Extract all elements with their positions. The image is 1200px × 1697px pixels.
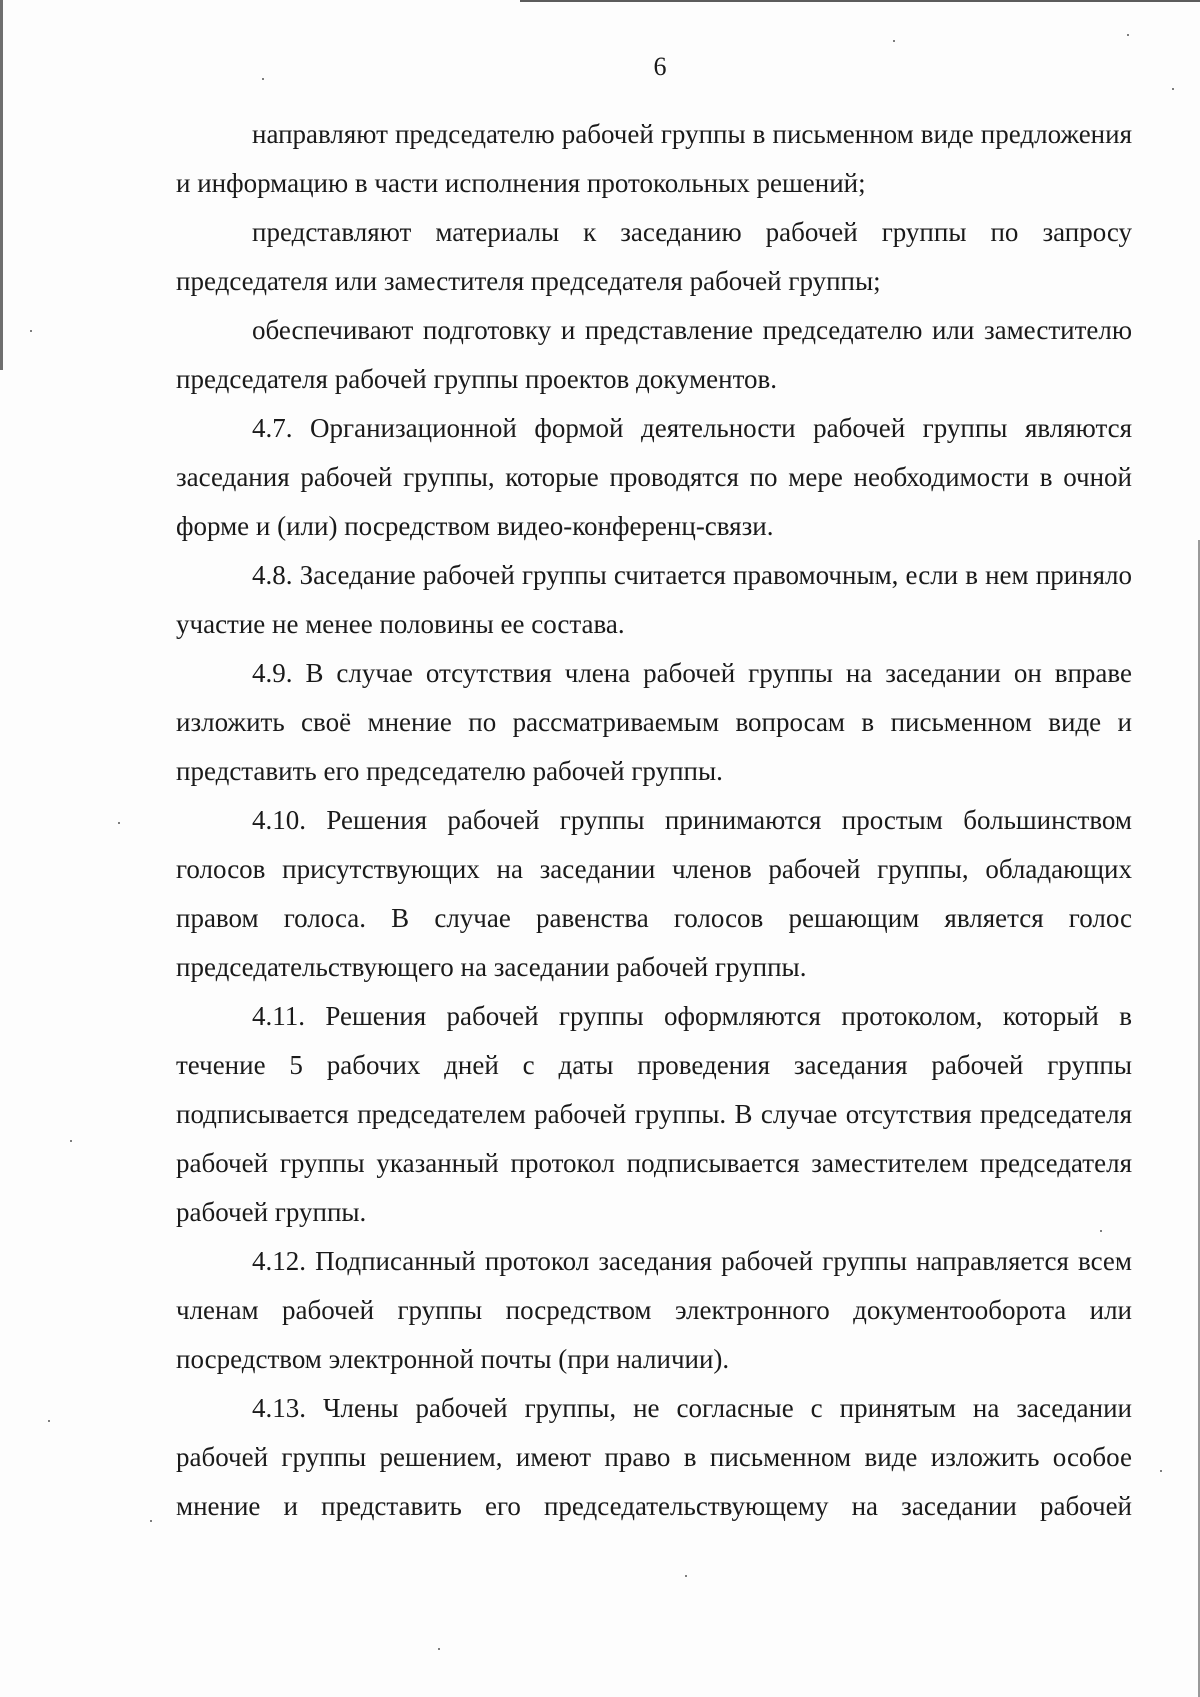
paragraph: обеспечивают подготовку и представление председателю или заместителю председателя рабочей группы проектов документов. bbox=[176, 315, 1132, 394]
scan-speck bbox=[70, 1140, 72, 1142]
paragraph: 4.7. Организационной формой деятельности рабочей группы являются заседания рабочей группы, которые проводятся по мере необходимости в очной форме и (или) посредством видео-конференц-связи. bbox=[176, 413, 1132, 541]
scan-speck bbox=[1127, 34, 1129, 36]
scan-speck bbox=[150, 1520, 152, 1522]
scan-speck bbox=[262, 78, 264, 80]
scan-speck bbox=[1100, 1230, 1102, 1232]
scan-speck bbox=[118, 822, 120, 824]
scan-speck bbox=[30, 330, 32, 332]
page-number: 6 bbox=[653, 52, 667, 81]
scan-speck bbox=[48, 1420, 50, 1422]
paragraph: 4.8. Заседание рабочей группы считается правомочным, если в нем приняло участие не менее половины ее состава. bbox=[176, 560, 1132, 639]
scan-speck bbox=[893, 40, 895, 42]
scan-speck bbox=[438, 1648, 440, 1650]
paragraph: 4.12. Подписанный протокол заседания рабочей группы направляется всем членам рабочей группы посредством электронного документооборота или посредством электронной почты (при наличии). bbox=[176, 1246, 1132, 1374]
paragraph: представляют материалы к заседанию рабочей группы по запросу председателя или заместителя председателя рабочей группы; bbox=[176, 217, 1132, 296]
paragraph: 4.13. Члены рабочей группы, не согласные с принятым на заседании рабочей группы решением, имеют право в письменном виде изложить особое мнение и представить его председательствующему на заседании рабочей bbox=[176, 1393, 1132, 1521]
paragraph: 4.10. Решения рабочей группы принимаются простым большинством голосов присутствующих на заседании членов рабочей группы, обладающих правом голоса. В случае равенства голосов решающим является голос председательствующего на заседании рабочей группы. bbox=[176, 805, 1132, 982]
paragraph: 4.11. Решения рабочей группы оформляются протоколом, который в течение 5 рабочих дней с даты проведения заседания рабочей группы подписывается председателем рабочей группы. В случае отсутствия председателя рабочей группы указанный протокол подписывается заместителем председателя рабочей группы. bbox=[176, 1001, 1132, 1227]
paragraph: направляют председателю рабочей группы в письменном виде предложения и информацию в части исполнения протокольных решений; bbox=[176, 119, 1132, 198]
scan-edge-top bbox=[520, 0, 1200, 2]
scan-speck bbox=[1160, 1470, 1162, 1472]
scan-speck bbox=[685, 1575, 687, 1577]
scan-speck bbox=[1172, 88, 1174, 90]
paragraph: 4.9. В случае отсутствия члена рабочей группы на заседании он вправе изложить своё мнение по рассматриваемым вопросам в письменном виде и представить его председателю рабочей группы. bbox=[176, 658, 1132, 786]
document-body bbox=[176, 110, 1132, 1531]
